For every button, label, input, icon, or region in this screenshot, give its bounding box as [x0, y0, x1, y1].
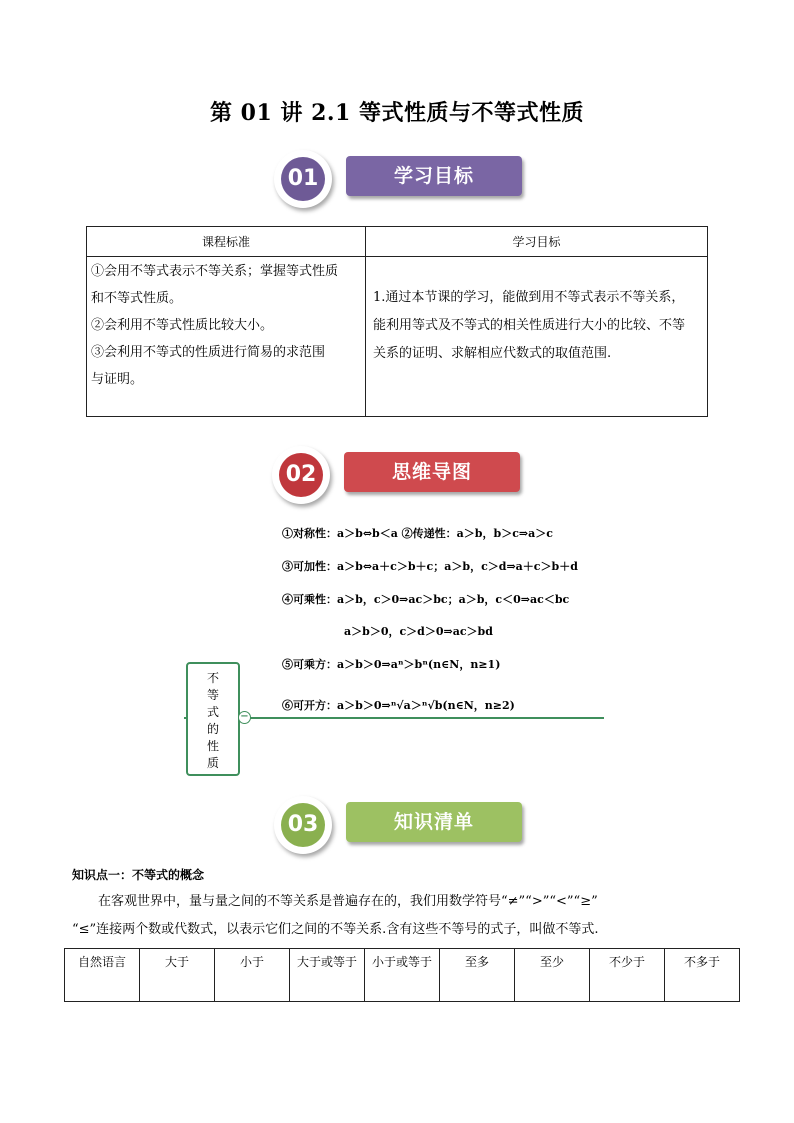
section-badge-02 [272, 446, 532, 506]
mindmap-line-3: ④可乘性：a＞b，c＞0⇒ac＞bc；a＞b，c＜0⇒ac＜bc [282, 593, 570, 606]
center-char: 的 [206, 722, 219, 736]
table-cell: 大于或等于 [290, 949, 365, 1002]
center-char: 式 [206, 705, 219, 719]
mindmap-line-6: ⑥可开方：a＞b＞0⇒ⁿ√a＞ⁿ√b(n∈N，n≥2) [282, 699, 515, 712]
table-cell: 自然语言 [65, 949, 140, 1002]
standard-line: ①会用不等式表示不等关系；掌握等式性质 [91, 264, 339, 279]
goals-table [86, 226, 708, 417]
page-title: 第 01 讲 2.1 等式性质与不等式性质 [209, 100, 585, 126]
goal-line: 1.通过本节课的学习，能做到用不等式表示不等关系， [373, 290, 685, 305]
mindmap-line-5: ⑤可乘方：a＞b＞0⇒aⁿ＞bⁿ(n∈N，n≥1) [282, 658, 501, 671]
table-cell: 不多于 [665, 949, 740, 1002]
section-number: 03 [281, 803, 325, 847]
section-number-circle [272, 446, 330, 504]
section-label: 思维导图 [344, 452, 520, 492]
center-char: 性 [206, 739, 219, 753]
table-cell: 至少 [515, 949, 590, 1002]
knowledge-point-title: 知识点一：不等式的概念 [72, 868, 205, 882]
section-label: 学习目标 [346, 156, 522, 196]
goal-line: 能利用等式及不等式的相关性质进行大小的比较、不等 [373, 318, 686, 333]
table-cell: 至多 [440, 949, 515, 1002]
standard-line: ②会利用不等式性质比较大小。 [91, 318, 274, 333]
goals-cell [366, 257, 708, 417]
knowledge-paragraph-1: 在客观世界中，量与量之间的不等关系是普遍存在的，我们用数学符号“≠”“>”“<”“≥” [98, 894, 598, 909]
standard-line: 与证明。 [91, 372, 144, 387]
section-number-circle [274, 796, 332, 854]
section-number: 02 [279, 453, 323, 497]
section-badge-03 [274, 796, 534, 856]
mindmap-line-4: a＞b＞0，c＞d＞0⇒ac＞bd [344, 625, 493, 638]
collapse-minus-icon[interactable]: − [238, 711, 251, 724]
natural-language-table [64, 948, 740, 1002]
knowledge-paragraph-2: “≤”连接两个数或代数式，以表示它们之间的不等关系.含有这些不等号的式子，叫做不等式. [72, 922, 599, 937]
goal-line: 关系的证明、求解相应代数式的取值范围. [373, 346, 612, 361]
goals-header-goal: 学习目标 [366, 227, 708, 257]
goals-header-standard: 课程标准 [87, 227, 366, 257]
section-badge-01 [274, 150, 534, 210]
table-cell: 不少于 [590, 949, 665, 1002]
table-cell: 大于 [140, 949, 215, 1002]
section-number-circle [274, 150, 332, 208]
mindmap-line-2: ③可加性：a＞b⇔a＋c＞b＋c；a＞b，c＞d⇒a＋c＞b＋d [282, 560, 578, 573]
center-char: 不 [206, 671, 219, 685]
section-label: 知识清单 [346, 802, 522, 842]
table-cell: 小于 [215, 949, 290, 1002]
table-cell: 小于或等于 [365, 949, 440, 1002]
center-char: 质 [206, 756, 219, 770]
standards-cell [87, 257, 366, 417]
standard-line: ③会利用不等式的性质进行简易的求范围 [91, 345, 326, 360]
center-char: 等 [206, 688, 219, 702]
mindmap-line-1: ①对称性：a＞b⇔b＜a ②传递性：a＞b，b＞c⇒a＞c [282, 527, 553, 540]
mindmap-center-node [186, 662, 240, 776]
mindmap-branch-line [236, 717, 604, 719]
section-number: 01 [281, 157, 325, 201]
standard-line: 和不等式性质。 [91, 291, 183, 306]
